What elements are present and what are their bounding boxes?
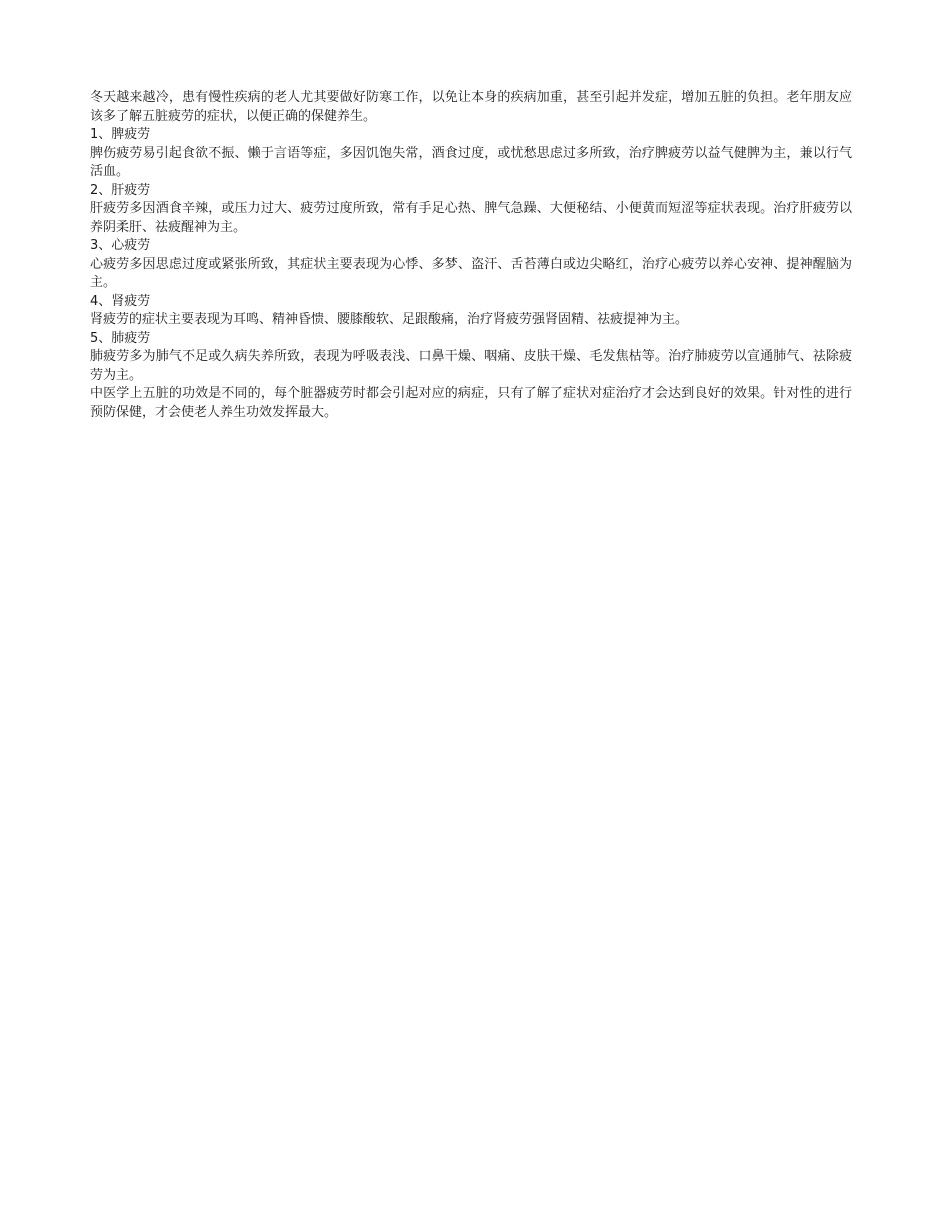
section-heart xyxy=(90,237,852,293)
intro-paragraph: 冬天越来越冷，患有慢性疾病的老人尤其要做好防寒工作，以免让本身的疾病加重，甚至引起并发症，增加五脏的负担。老年朋友应该多了解五脏疲劳的症状，以便正确的保健养生。 xyxy=(90,90,852,124)
section-heading: 3、心疲劳 xyxy=(90,238,151,253)
section-heading: 1、脾疲劳 xyxy=(90,127,151,142)
section-spleen xyxy=(90,126,852,182)
section-kidney xyxy=(90,293,852,330)
section-body: 肺疲劳多为肺气不足或久病失养所致，表现为呼吸表浅、口鼻干燥、咽痛、皮肤干燥、毛发焦枯等。治疗肺疲劳以宣通肺气、祛除疲劳为主。 xyxy=(90,349,852,383)
section-heading: 4、肾疲劳 xyxy=(90,293,151,309)
document-body xyxy=(90,89,852,422)
section-body: 肾疲劳的症状主要表现为耳鸣、精神昏愦、腰膝酸软、足跟酸痛，治疗肾疲劳强肾固精、祛疲提神为主。 xyxy=(90,312,689,327)
section-liver xyxy=(90,182,852,238)
section-body: 心疲劳多因思虑过度或紧张所致，其症状主要表现为心悸、多梦、盗汗、舌苔薄白或边尖略红，治疗心疲劳以养心安神、提神醒脑为主。 xyxy=(90,256,852,290)
section-body: 肝疲劳多因酒食辛辣，或压力过大、疲劳过度所致，常有手足心热、脾气急躁、大便秘结、小便黄而短涩等症状表现。治疗肝疲劳以养阴柔肝、祛疲醒神为主。 xyxy=(90,201,852,235)
conclusion-paragraph: 中医学上五脏的功效是不同的，每个脏器疲劳时都会引起对应的病症，只有了解了症状对症治疗才会达到良好的效果。针对性的进行预防保健，才会使老人养生功效发挥最大。 xyxy=(90,386,852,420)
section-body: 脾伤疲劳易引起食欲不振、懒于言语等症，多因饥饱失常，酒食过度，或忧愁思虑过多所致，治疗脾疲劳以益气健脾为主，兼以行气活血。 xyxy=(90,145,852,179)
section-heading: 5、肺疲劳 xyxy=(90,330,151,346)
section-heading: 2、肝疲劳 xyxy=(90,182,151,198)
section-lung xyxy=(90,330,852,386)
